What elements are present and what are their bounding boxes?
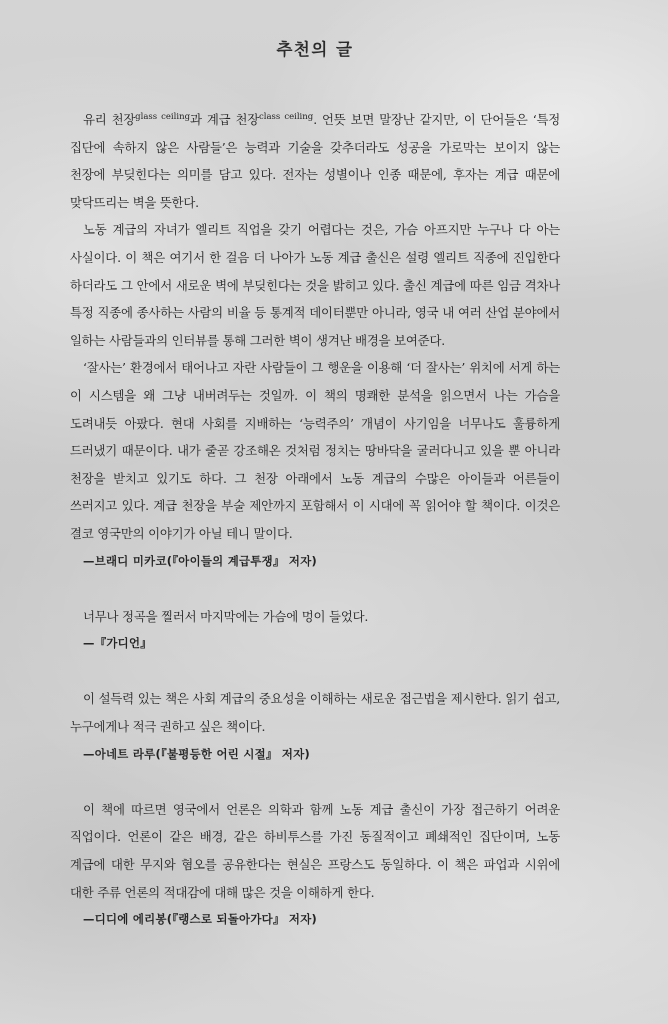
attribution-guardian: —『가디언』 (83, 636, 152, 651)
gloss-glass-ceiling: glass ceiling (135, 112, 191, 122)
blurb-guardian: 너무나 정곡을 찔러서 마지막에는 가슴에 멍이 들었다. (83, 608, 369, 624)
recommendations-body (70, 106, 560, 934)
book-page (70, 0, 560, 1024)
text-segment: 과 계급 천장 (190, 112, 260, 127)
intro-paragraph-2: 노동 계급의 자녀가 엘리트 직업을 갖기 어렵다는 것은, 가슴 아프지만 누구나 다 아는 사실이다. 이 책은 여기서 한 걸음 더 나아가 노동 계급 출신은 설령 엘리트 직종에 진입한다 하더라도 그 안에서 새로운 벽에 부딪힌다는 것을 밝히고 있다. 출신 계급에 따른 임금 격차나 특정 직종에 종사하는 사람의 비율 등 통계적 데이터뿐만 아니라, 영국 내 여러 산업 분야에서 일하는 사람들과의 인터뷰를 통해 그러한 벽이 생겨난 배경을 보여준다. (70, 222, 560, 348)
attribution-brady-mikako: —브래디 미카코(『아이들의 계급투쟁』 저자) (83, 553, 318, 568)
page-title: 추천의 글 (276, 40, 354, 59)
intro-paragraph-1 (70, 106, 560, 216)
text-segment: 유리 천장 (83, 112, 136, 127)
blurb-didier-eribon: 이 책에 따르면 영국에서 언론은 의학과 함께 노동 계급 출신이 가장 접근하기 어려운 직업이다. 언론이 같은 배경, 같은 하비투스를 가진 동질적이고 폐쇄적인 집단이며, 노동 계급에 대한 무지와 혐오를 공유한다는 현실은 프랑스도 동일하다. 이 책은 파업과 시위에 대한 주류 언론의 적대감에 대해 많은 것을 이해하게 한다. (70, 801, 560, 900)
spacer (70, 658, 560, 686)
blurb-annette-lareau: 이 설득력 있는 책은 사회 계급의 중요성을 이해하는 새로운 접근법을 제시한다. 읽기 쉽고, 누구에게나 적극 권하고 싶은 책이다. (70, 691, 560, 735)
spacer (70, 575, 560, 603)
spacer (70, 768, 560, 796)
attribution-didier-eribon: —디디에 에리봉(『랭스로 되돌아가다』 저자) (83, 912, 318, 927)
text-segment: . 언뜻 보면 말장난 같지만, 이 단어들은 ‘특정 집단에 속하지 않은 사람들’은 능력과 기술을 갖추더라도 성공을 가로막는 보이지 않는 천장에 부딪힌다는 의미를 담고 있다. 전자는 성별이나 인종 때문에, 후자는 계급 때문에 맞닥뜨리는 벽을 뜻한다. (70, 112, 560, 210)
gloss-class-ceiling: class ceiling (259, 112, 314, 122)
attribution-annette-lareau: —아네트 라루(『불평등한 어린 시절』 저자) (83, 746, 310, 761)
intro-paragraph-3: ‘잘사는’ 환경에서 태어나고 자란 사람들이 그 행운을 이용해 ‘더 잘사는’ 위치에 서게 하는 이 시스템을 왜 그냥 내버려두는 것일까. 이 책의 명쾌한 분석을 읽으면서 나는 가슴을 도려내듯 아팠다. 현대 사회를 지배하는 ‘능력주의’ 개념이 사기임을 너무나도 훌륭하게 드러냈기 때문이다. 내가 줄곧 강조해온 것처럼 정치는 땅바닥을 굴러다니고 있을 뿐 아니라 천장을 받치고 있기도 하다. 그 천장 아래에서 노동 계급의 수많은 아이들과 어른들이 쓰러지고 있다. 계급 천장을 부술 제안까지 포함해서 이 시대에 꼭 읽어야 할 책이다. 이것은 결코 영국만의 이야기가 아닐 테니 말이다. (70, 360, 560, 541)
